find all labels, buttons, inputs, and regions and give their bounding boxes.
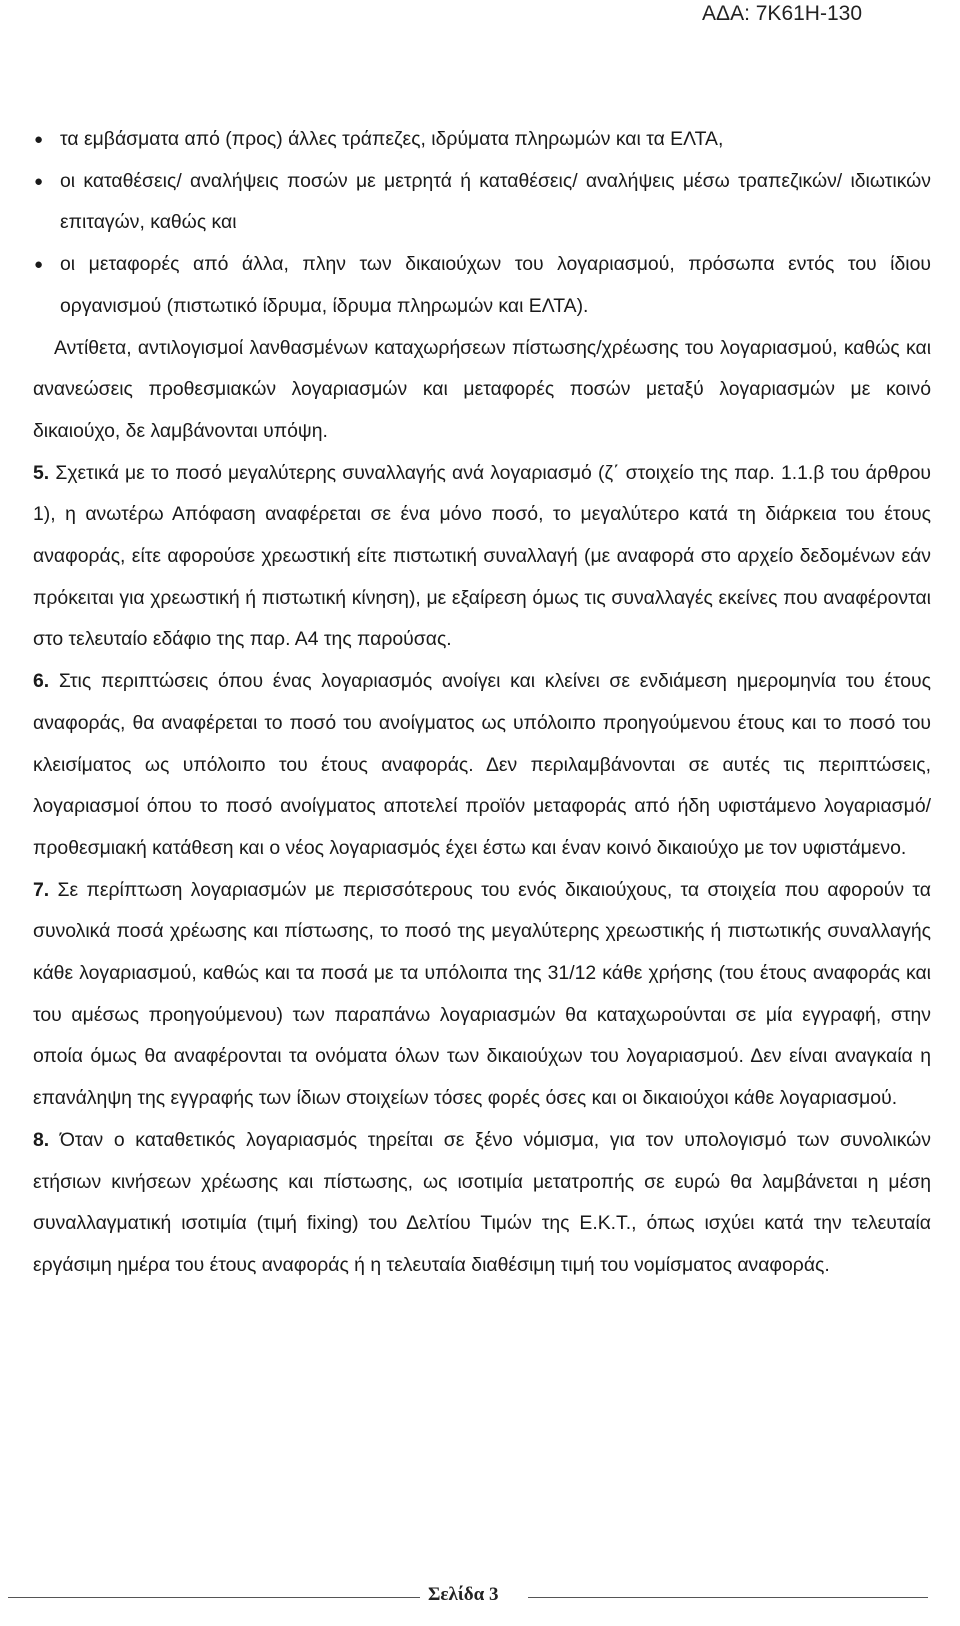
bullet-item xyxy=(33,119,931,161)
page-footer xyxy=(0,1580,960,1620)
bullet-text: οι μεταφορές από άλλα, πλην των δικαιούχων του λογαριασμού, πρόσωπα εντός του ίδιου οργανισμού (πιστωτικό ίδρυμα, ίδρυμα πληρωμών και ΕΛΤΑ). xyxy=(60,253,931,317)
numbered-paragraph-6 xyxy=(33,661,931,870)
numbered-paragraph-8 xyxy=(33,1120,931,1287)
bullet-item xyxy=(33,244,931,327)
paragraph-number: 5. xyxy=(33,461,50,484)
footer-rule-left xyxy=(8,1597,420,1598)
page-number-label: Σελίδα 3 xyxy=(428,1584,499,1605)
document-body xyxy=(33,119,931,1287)
paragraph-number: 7. xyxy=(33,878,50,901)
paragraph-number: 8. xyxy=(33,1128,50,1151)
paragraph-text: Σε περίπτωση λογαριασμών με περισσότερους του ενός δικαιούχους, τα στοιχεία που αφορούν τα συνολικά ποσά χρέωσης και πίστωσης, το ποσό της μεγαλύτερης χρεωστικής ή πιστωτικής συναλλαγής κάθε λογαριασμού, καθώς και τα ποσά με τα υπόλοιπα της 31/12 κάθε χρήσης (του έτους αναφοράς και του αμέσως προηγούμενου) των παραπάνω λογαριασμών θα καταχωρούνται σε μία εγγραφή, στην οποία όμως θα αναφέρονται τα ονόματα όλων των δικαιούχων του λογαριασμού. Δεν είναι αναγκαία η επανάληψη της εγγραφής των ίδιων στοιχείων τόσες φορές όσες και οι δικαιούχοι κάθε λογαριασμού. xyxy=(33,878,931,1110)
numbered-paragraph-5 xyxy=(33,453,931,662)
paragraph-text: Στις περιπτώσεις όπου ένας λογαριασμός ανοίγει και κλείνει σε ενδιάμεση ημερομηνία του έτους αναφοράς, θα αναφέρεται το ποσό του ανοίγματος ως υπόλοιπο προηγούμενου έτους και το ποσό του κλεισίματος ως υπόλοιπο του έτους αναφοράς. Δεν περιλαμβάνονται σε αυτές τις περιπτώσεις, λογαριασμοί όπου το ποσό ανοίγματος αποτελεί προϊόν μεταφοράς από ήδη υφιστάμενο λογαριασμό/προθεσμιακή κατάθεση και ο νέος λογαριασμός έχει έστω και έναν κοινό δικαιούχο με τον υφιστάμενο. xyxy=(33,670,932,859)
paragraph-text: Όταν ο καταθετικός λογαριασμός τηρείται σε ξένο νόμισμα, για τον υπολογισμό των συνολικών ετήσιων κινήσεων χρέωσης και πίστωσης, ως ισοτιμία μετατροπής σε ευρώ θα λαμβάνεται η μέση συναλλαγματική ισοτιμία (τιμή fixing) του Δελτίου Τιμών της Ε.Κ.Τ., όπως ισχύει κατά την τελευταία εργάσιμη ημέρα του έτους αναφοράς ή η τελευταία διαθέσιμη τιμή του νομίσματος αναφοράς. xyxy=(33,1128,931,1276)
ada-code: ΑΔΑ: 7Κ61Η-130 xyxy=(702,2,862,25)
numbered-paragraph-7 xyxy=(33,870,931,1120)
bullet-icon: ● xyxy=(34,131,44,148)
bullet-list xyxy=(33,119,931,328)
paragraph-number: 6. xyxy=(33,670,50,693)
bullet-icon: ● xyxy=(34,256,44,274)
contrary-paragraph: Αντίθετα, αντιλογισμοί λανθασμένων καταχωρήσεων πίστωσης/χρέωσης του λογαριασμού, καθώς και ανανεώσεις προθεσμιακών λογαριασμών και μεταφορές ποσών μεταξύ λογαριασμών με κοινό δικαιούχο, δε λαμβάνονται υπόψη. xyxy=(33,336,931,442)
bullet-icon: ● xyxy=(34,172,44,190)
footer-rule-right xyxy=(528,1597,928,1598)
bullet-text: οι καταθέσεις/ αναλήψεις ποσών με μετρητά ή καταθέσεις/ αναλήψεις μέσω τραπεζικών/ ιδιωτικών επιταγών, καθώς και xyxy=(60,169,931,234)
bullet-text: τα εμβάσματα από (προς) άλλες τράπεζες, ιδρύματα πληρωμών και τα ΕΛΤΑ, xyxy=(60,128,724,150)
paragraph-text: Σχετικά με το ποσό μεγαλύτερης συναλλαγής ανά λογαριασμό (ζ΄ στοιχείο της παρ. 1.1.β του άρθρου 1), η ανωτέρω Απόφαση αναφέρεται σε ένα μόνο ποσό, το μεγαλύτερο κατά τη διάρκεια του έτους αναφοράς, είτε αφορούσε χρεωστική είτε πιστωτική συναλλαγή (με αναφορά στο αρχείο δεδομένων εάν πρόκειται για χρεωστική ή πιστωτική κίνηση), με εξαίρεση όμως τις συναλλαγές εκείνες που αναφέρονται στο τελευταίο εδάφιο της παρ. Α4 της παρούσας. xyxy=(33,461,931,651)
bullet-item xyxy=(33,161,931,244)
